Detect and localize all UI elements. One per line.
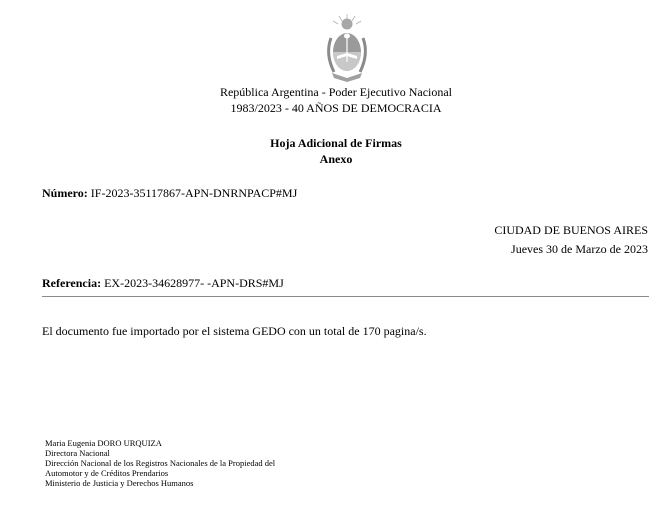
- city: CIUDAD DE BUENOS AIRES: [494, 223, 648, 237]
- document-number-label: Número:: [42, 186, 88, 200]
- header-line-1: República Argentina - Poder Ejecutivo Nacional: [219, 85, 453, 99]
- header-line-2: 1983/2023 - 40 AÑOS DE DEMOCRACIA: [230, 101, 442, 115]
- signer-ministry: Ministerio de Justicia y Derechos Humanos: [45, 478, 194, 488]
- signer-office-line-1: Dirección Nacional de los Registros Nacionales de la Propiedad del: [45, 458, 276, 468]
- signer-name: Maria Eugenia DORO URQUIZA: [45, 438, 162, 448]
- document-number-value: IF-2023-35117867-APN-DNRNPACP#MJ: [90, 186, 298, 200]
- divider: [42, 296, 649, 297]
- document-number: [42, 186, 297, 201]
- document-subtitle: Anexo: [319, 152, 353, 166]
- coat-of-arms-icon: [322, 12, 372, 84]
- signer-office-line-2: Automotor y de Créditos Prendarios: [45, 468, 169, 478]
- body-text: El documento fue importado por el sistema GEDO con un total de 170 pagina/s.: [42, 324, 427, 338]
- date: Jueves 30 de Marzo de 2023: [511, 242, 648, 256]
- signer-role: Directora Nacional: [45, 448, 110, 458]
- signature-block: [45, 438, 275, 488]
- reference: [42, 276, 284, 291]
- reference-label: Referencia:: [42, 276, 102, 290]
- document-title: Hoja Adicional de Firmas: [270, 136, 402, 150]
- reference-value: EX-2023-34628977- -APN-DRS#MJ: [104, 276, 284, 290]
